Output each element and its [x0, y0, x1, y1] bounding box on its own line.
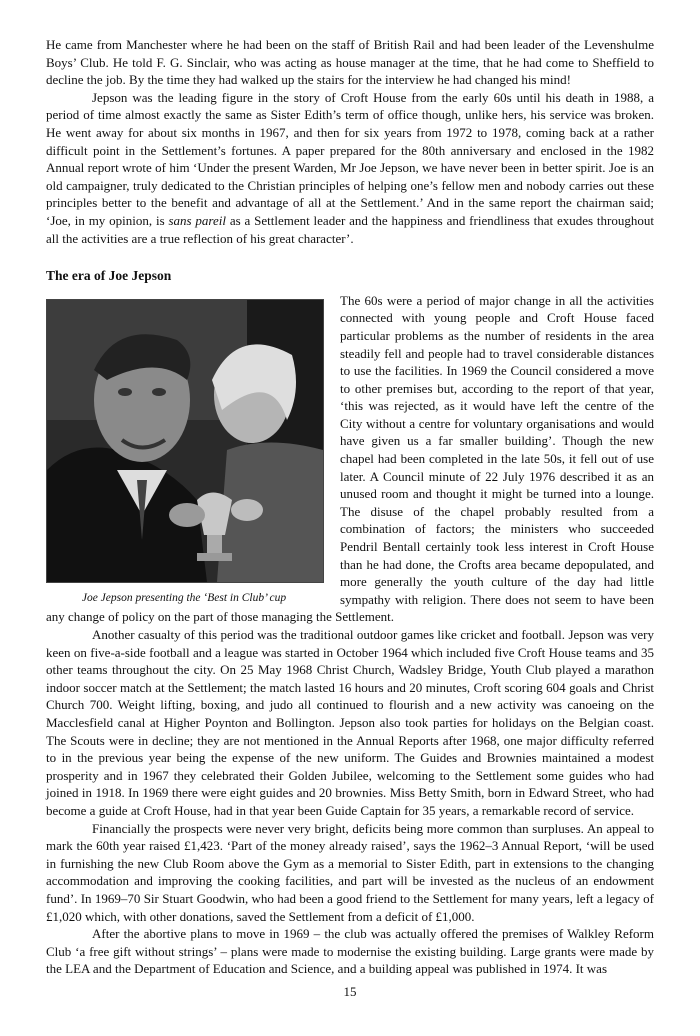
paragraph-text: Jepson was the leading figure in the story of Croft House from the early 60s until his death in 1988, a period of time almost exactly the same as Sister Edith’s term of office though, unlike hers, his service was broken. He went away for about six months in 1967, and then for six years from 1972 to 1978, coming back at a rather difficult point in the Settlement’s fortunes. A paper prepared for the 80th anniversary and enclosed in the 1982 Annual report wrote of him ‘Under the present Warden, Mr Joe Jepson, we have never been in better spirit. Joe is an old campaigner, truly dedicated to the Christian principles of helping one’s fellow men and nobody carries out these principles better to the benefit and advantage of all at the Settlement.’ And in the same report the chairman said; ‘Joe, in my opinion, is	[46, 89, 654, 228]
page-number: 15	[343, 984, 357, 999]
paragraph-text: The 60s were a period of major change in all the activities connected with young people and Croft House faced particular problems as the number of residents in the area steadily fell and people had to travel considerable distances to use the facilities. In 1969 the Council considered a move to other premises but, according to the report of that year, ‘this was rejected, as it would have left the centre of the City without a centre for voluntary organisations and would have given us a far smaller building’. Though the new chapel had been completed in the late 50s, it fell out of use later. A Council minute of 22 July 1976 described it as an unused room and thought it might be turned into a lounge. The disuse of the chapel probably resulted from a combination of factors; the ministers who succeeded Pendril Bentall certainly took less interest in Croft House than he had done, the Crofts area became depopulated, and more generally the youth culture of the day had little sympathy with religion. There does not seem to have been any change of policy on the part of those managing the Settlement.	[46, 292, 654, 625]
paragraph: After the abortive plans to move in 1969 – the club was actually offered the premises of Walkley Reform Club ‘a free gift without strings’ – plans were made to modernise the existing building. Large grants were made by the LEA and the Department of Education and Science, and a building appeal was published in 1974. It was	[46, 926, 654, 977]
paragraph	[46, 292, 654, 626]
section-heading: The era of Joe Jepson	[46, 268, 172, 284]
document-page	[46, 36, 654, 978]
paragraph: Financially the prospects were never very bright, deficits being more common than surpluses. An appeal to mark the 60th year raised £1,423. ‘Part of the money already raised’, says the 1962–3 Annual Report, ‘will be used in furnishing the new Club Room above the Gym as a memorial to Sister Edith, part in extensions to the changing accommodation and improving the cooking facilities, and part will be invested as the nucleus of an endowment fund’. In 1969–70 Sir Stuart Goodwin, who had been a good friend to the Settlement for many years, left a legacy of £1,020 which, with other donations, saved the Settlement from a deficit of £1,000.	[46, 820, 654, 924]
photo	[46, 299, 324, 583]
paragraph: He came from Manchester where he had been on the staff of British Rail and had been leader of the Levenshulme Boys’ Club. He told F. G. Sinclair, who was acting as house manager at the time, that he had come to Sheffield to decline the job. By the time they had walked up the stairs for the interview he had changed his mind!	[46, 37, 654, 88]
paragraph	[46, 89, 654, 247]
photo-illustration	[47, 300, 323, 582]
paragraph: Another casualty of this period was the traditional outdoor games like cricket and football. Jepson was very keen on five-a-side football and a league was started in October 1964 which included five Croft House teams and 35 other teams throughout the city. On 25 May 1968 Christ Church, Wadsley Bridge, Youth Club played a marathon indoor soccer match at the Settlement; the match lasted 16 hours and 20 minutes, Croft scoring 604 goals and Christ Church 700. Weight lifting, boxing, and judo all continued to flourish and a new activity was canoeing on the Macclesfield canal at Higher Poynton and Bollington. Jepson also took parties for holidays on the Belgian coast. The Scouts were in decline; they are not mentioned in the Annual Reports after 1968, one major difficulty referred to in the previous year being the expense of the new uniform. The Guides and Brownies maintained a modest prosperity and in 1967 they celebrated their Golden Jubilee, welcoming to the Settlement some guides who had joined in 1918. In 1969 there were eight guides and 20 brownies. Miss Betty Smith, born in Edward Street, who had become a guide at Croft House, had in that year been Guide Captain for 35 years, a remarkable record of service.	[46, 627, 654, 818]
paragraph-text: as a Settlement leader and the happiness and friendliness that exudes throughout all the activities are a true reflection of his great character’.	[46, 212, 654, 246]
photo-caption: Joe Jepson presenting the ‘Best in Club’ cup	[81, 591, 287, 604]
photo-figure	[46, 299, 322, 605]
italic-phrase: sans pareil	[168, 212, 226, 228]
